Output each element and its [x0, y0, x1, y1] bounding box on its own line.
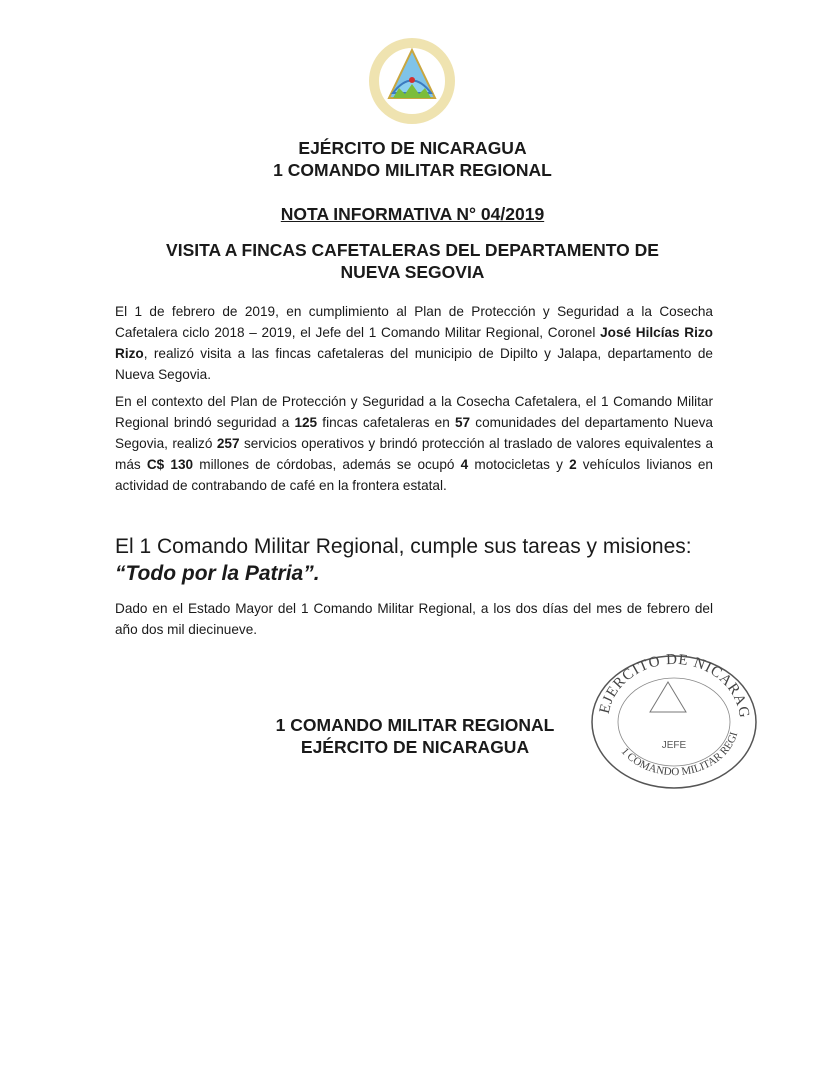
svg-text:1 COMANDO MILITAR REGIONAL: 1 COMANDO MILITAR REGI — [618, 730, 741, 779]
paragraph-1 — [115, 301, 713, 385]
vehicles-count: 2 — [569, 457, 577, 472]
official-stamp — [588, 650, 760, 790]
signature-line-2: EJÉRCITO DE NICARAGUA — [300, 737, 530, 757]
header-line-1: EJÉRCITO DE NICARAGUA — [298, 138, 527, 158]
text: motocicletas y — [468, 457, 570, 472]
text: En el contexto del Plan de Protección y Seguridad a la Cosecha Cafetalera, el 1 Comando Militar Regional brindó seguridad a — [115, 394, 713, 430]
nicaragua-coat-of-arms — [363, 38, 461, 124]
text: , realizó visita a las fincas cafetaleras del municipio de Dipilto y Jalapa, departamento de Nueva Segovia. — [115, 346, 713, 382]
svg-text:EJERCITO DE NICARAGUA: EJERCITO DE NICARAG — [596, 651, 753, 720]
signature-line-1: 1 COMANDO MILITAR REGIONAL — [275, 715, 555, 735]
communities-count: 57 — [454, 415, 471, 430]
header-line-2: 1 COMANDO MILITAR REGIONAL — [273, 160, 552, 180]
colonel-name: José Hilcías Rizo Rizo — [115, 325, 713, 361]
subject-line-2: NUEVA SEGOVIA — [340, 262, 485, 282]
text: servicios operativos y brindó protección al traslado de valores equivalentes a más — [115, 436, 714, 472]
paragraph-2 — [115, 391, 713, 496]
note-title-text: NOTA INFORMATIVA N° 04/2019 — [280, 204, 545, 224]
text: vehículos livianos en actividad de contrabando de café en la frontera estatal. — [115, 457, 713, 493]
signature-block — [240, 714, 590, 758]
text: El 1 de febrero de 2019, en cumplimiento al Plan de Protección y Seguridad a la Cosecha Cafetalera ciclo 2018 – 2019, el Jefe del 1 Comando Militar Regional, Coronel — [115, 304, 713, 340]
motto: “Todo por la Patria”. — [115, 562, 320, 585]
motorcycles-count: 4 — [460, 457, 469, 472]
text: millones de córdobas, además se ocupó — [193, 457, 461, 472]
statement — [115, 533, 735, 587]
header — [0, 137, 825, 181]
statement-line: El 1 Comando Militar Regional, cumple sus tareas y misiones: — [115, 535, 692, 558]
text: comunidades del departamento Nueva Segovia, realizó — [115, 415, 713, 451]
farms-count: 125 — [294, 415, 318, 430]
services-count: 257 — [216, 436, 240, 451]
value-amount: C$ 130 — [146, 457, 194, 472]
closing-paragraph: Dado en el Estado Mayor del 1 Comando Militar Regional, a los dos días del mes de febrero del año dos mil diecinueve. — [115, 601, 713, 637]
subject — [0, 239, 825, 283]
text: fincas cafetaleras en — [317, 415, 455, 430]
note-title — [0, 203, 825, 225]
svg-text:JEFE: JEFE — [661, 740, 687, 751]
subject-line-1: VISITA A FINCAS CAFETALERAS DEL DEPARTAMENTO DE — [166, 240, 659, 260]
